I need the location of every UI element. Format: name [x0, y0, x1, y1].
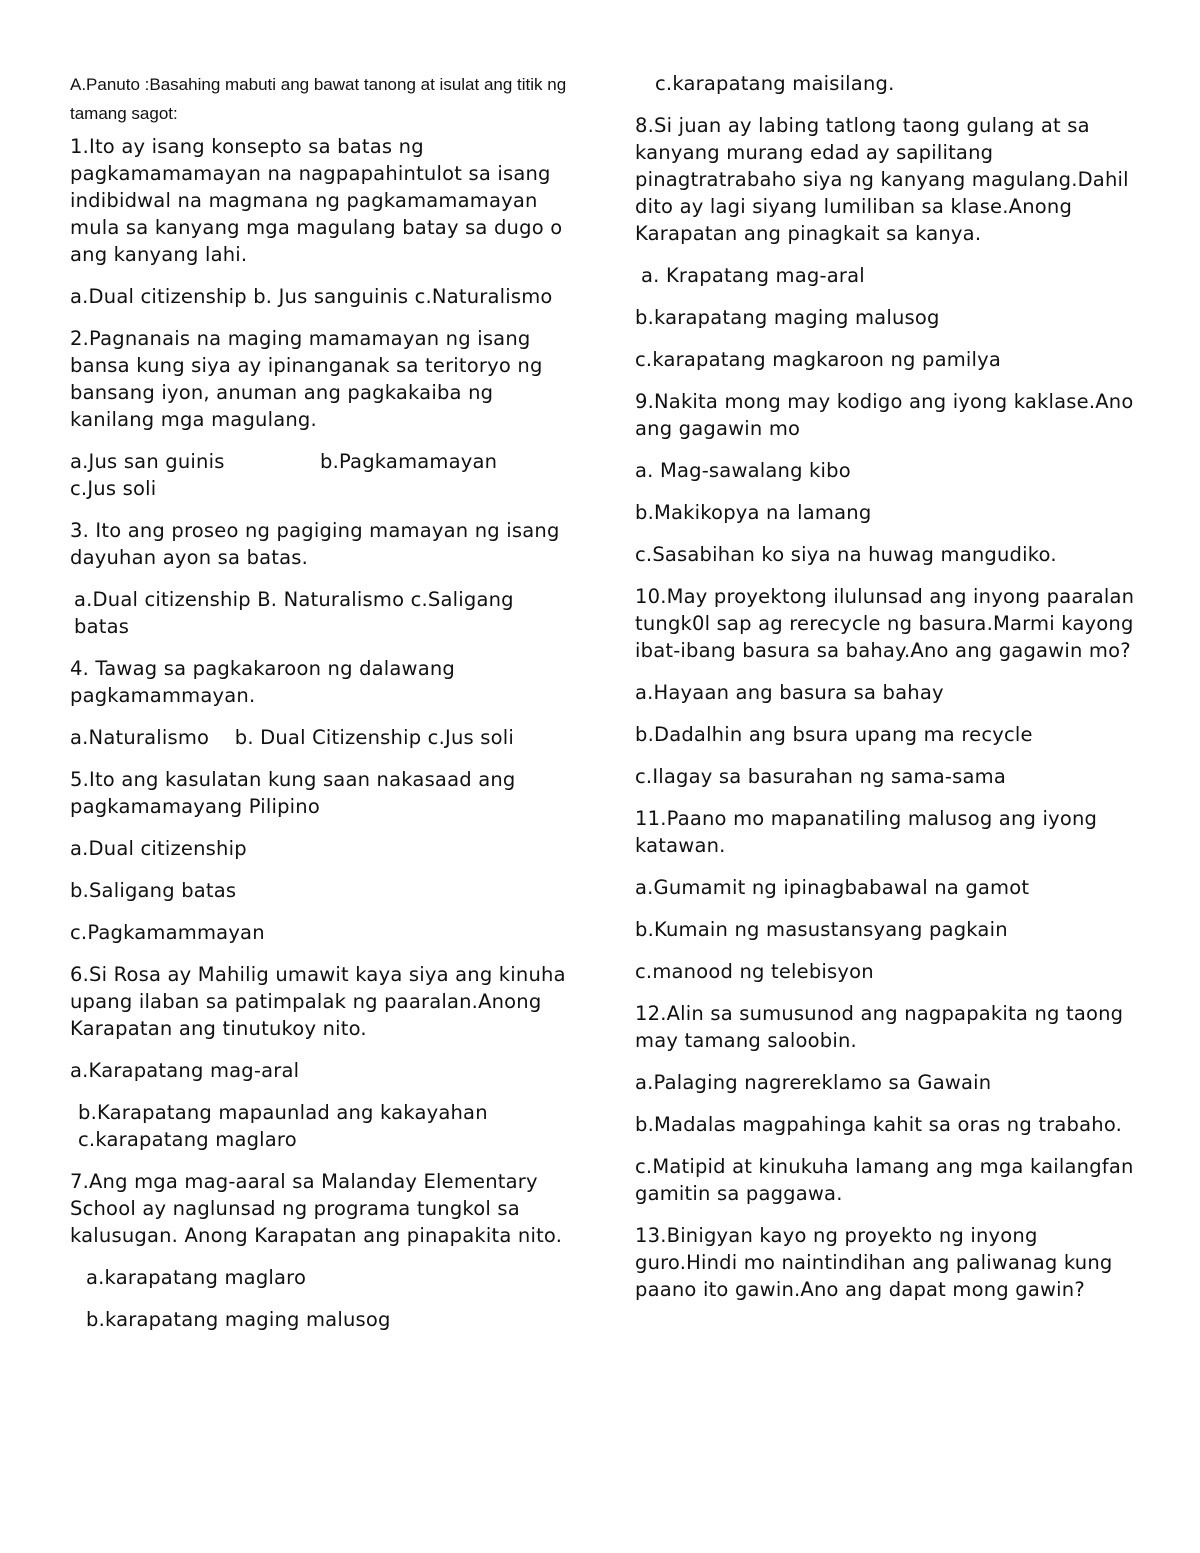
- question-2-choice-a: a.Jus san guinis: [70, 450, 225, 473]
- question-8-choice-a: a. Krapatang mag-aral: [641, 264, 865, 287]
- question-2-choices: [70, 448, 570, 502]
- question-5-choice-b: b.Saligang batas: [70, 879, 237, 902]
- question-3-choices: a.Dual citizenship B. Naturalismo c.Saligang batas: [74, 588, 514, 638]
- question-5-choice-a: a.Dual citizenship: [70, 837, 247, 860]
- instructions-heading: A.Panuto :Basahing mabuti ang bawat tanong at isulat ang titik ng tamang sagot:: [70, 75, 567, 123]
- question-11: 11.Paano mo mapanatiling malusog ang iyong katawan.: [635, 807, 1098, 857]
- question-5-choice-c: c.Pagkamammayan: [70, 921, 265, 944]
- question-11-choice-a: a.Gumamit ng ipinagbabawal na gamot: [635, 876, 1030, 899]
- question-10-choice-a: a.Hayaan ang basura sa bahay: [635, 681, 944, 704]
- question-8-choice-b: b.karapatang maging malusog: [635, 306, 940, 329]
- question-8: 8.Si juan ay labing tatlong taong gulang at sa kanyang murang edad ay sapilitang pinagtratrabaho siya ng kanyang magulang.Dahil dito ay lagi siyang lumiliban sa klase.Anong Karapatan ang pinagkait sa kanya.: [635, 114, 1129, 245]
- question-12-choice-b: b.Madalas magpahinga kahit sa oras ng trabaho.: [635, 1113, 1123, 1136]
- question-7-choice-b: b.karapatang maging malusog: [86, 1308, 391, 1331]
- question-4-choices: [70, 724, 570, 751]
- question-11-choice-c: c.manood ng telebisyon: [635, 960, 874, 983]
- question-4-choices-text: a.Naturalismo b. Dual Citizenship c.Jus soli: [70, 726, 514, 749]
- question-2-choice-c: c.Jus soli: [70, 477, 157, 500]
- question-12: 12.Alin sa sumusunod ang nagpapakita ng taong may tamang saloobin.: [635, 1002, 1124, 1052]
- question-1: 1.Ito ay isang konsepto sa batas ng pagkamamamayan na nagpapahintulot sa isang indibidwal na magmana ng pagkamamamayan mula sa kanyang mga magulang batay sa dugo o ang kanyang lahi.: [70, 135, 563, 266]
- question-6-choice-a: a.Karapatang mag-aral: [70, 1059, 300, 1082]
- question-2-choice-b: b.Pagkamamayan: [320, 450, 498, 473]
- question-12-choice-a: a.Palaging nagrereklamo sa Gawain: [635, 1071, 992, 1094]
- question-10: 10.May proyektong ilulunsad ang inyong paaralan tungk0l sap ag rerecycle ng basura.Marmi kayong ibat-ibang basura sa bahay.Ano ang gagawin mo?: [635, 585, 1135, 662]
- question-13: 13.Binigyan kayo ng proyekto ng inyong guro.Hindi mo naintindihan ang paliwanag kung paano ito gawin.Ano ang dapat mong gawin?: [635, 1224, 1113, 1301]
- question-11-choice-b: b.Kumain ng masustansyang pagkain: [635, 918, 1008, 941]
- question-12-choice-c: c.Matipid at kinukuha lamang ang mga kailangfan gamitin sa paggawa.: [635, 1155, 1134, 1205]
- question-7: 7.Ang mga mag-aaral sa Malanday Elementary School ay naglunsad ng programa tungkol sa kalusugan. Anong Karapatan ang pinapakita nito.: [70, 1170, 563, 1247]
- question-6-choice-bc: b.Karapatang mapaunlad ang kakayahan c.karapatang maglaro: [78, 1101, 488, 1151]
- left-column: [70, 70, 570, 1348]
- question-4: 4. Tawag sa pagkakaroon ng dalawang pagkamammayan.: [70, 657, 455, 707]
- question-9-choice-c: c.Sasabihan ko siya na huwag mangudiko.: [635, 543, 1057, 566]
- question-2: 2.Pagnanais na maging mamamayan ng isang bansa kung siya ay ipinanganak sa teritoryo ng bansang iyon, anuman ang pagkakaiba ng kanilang mga magulang.: [70, 327, 543, 431]
- question-6: 6.Si Rosa ay Mahilig umawit kaya siya ang kinuha upang ilaban sa patimpalak ng paaralan.Anong Karapatan ang tinutukoy nito.: [70, 963, 566, 1040]
- question-10-choice-c: c.Ilagay sa basurahan ng sama-sama: [635, 765, 1006, 788]
- question-9-choice-b: b.Makikopya na lamang: [635, 501, 872, 524]
- question-9-choice-a: a. Mag-sawalang kibo: [635, 459, 851, 482]
- question-8-choice-c: c.karapatang magkaroon ng pamilya: [635, 348, 1002, 371]
- question-7-choice-a: a.karapatang maglaro: [86, 1266, 307, 1289]
- question-10-choice-b: b.Dadalhin ang bsura upang ma recycle: [635, 723, 1033, 746]
- question-7-choice-c: c.karapatang maisilang.: [655, 72, 895, 95]
- right-column: [635, 70, 1145, 1318]
- question-5: 5.Ito ang kasulatan kung saan nakasaad ang pagkamamayang Pilipino: [70, 768, 516, 818]
- question-1-choices: a.Dual citizenship b. Jus sanguinis c.Naturalismo: [70, 285, 553, 308]
- question-3: 3. Ito ang proseo ng pagiging mamayan ng isang dayuhan ayon sa batas.: [70, 519, 560, 569]
- question-9: 9.Nakita mong may kodigo ang iyong kaklase.Ano ang gagawin mo: [635, 390, 1134, 440]
